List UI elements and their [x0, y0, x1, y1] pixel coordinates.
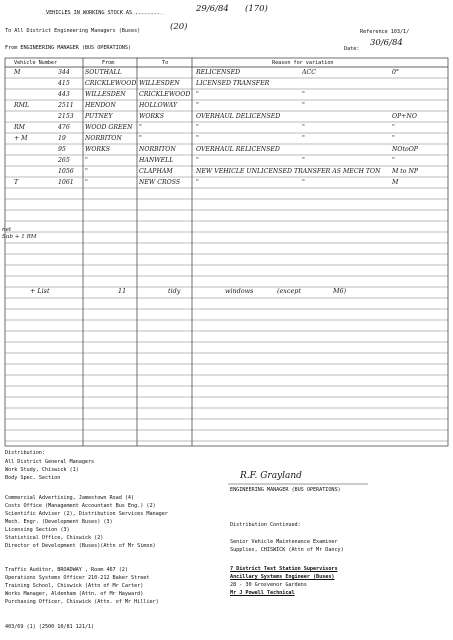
row-code: 0°	[392, 69, 400, 76]
row-reason: "	[196, 157, 199, 164]
row-code: "	[392, 157, 395, 164]
row-reason: "	[196, 102, 199, 109]
row-code: M	[392, 179, 399, 186]
distribution-item: Statistical Office, Chiswick (2)	[5, 535, 104, 541]
row-extra: "	[302, 91, 305, 98]
title-number: (170)	[245, 4, 268, 14]
row-vehicle-number: 1056	[58, 168, 74, 175]
row-from: CRICKLEWOOD	[85, 80, 137, 87]
distribution-item: Traffic Auditor, BROADWAY , Room 467 (2)	[5, 567, 128, 573]
distribution-item: Operations Systems Officer 210-212 Baker Street	[5, 575, 150, 581]
distribution-item: Commercial Advertising, Jamestown Road (4)	[5, 495, 135, 501]
row-to: NEW CROSS	[139, 179, 181, 186]
title-date: 29/6/84	[196, 4, 229, 14]
row-from: HENDON	[85, 102, 116, 109]
row-extra: "	[302, 135, 305, 142]
row-code: NOtoOP	[392, 146, 418, 153]
row-reason: "	[196, 135, 199, 142]
continued-item: Supplies, CHISWICK (Attn of Mr Dancy)	[230, 547, 344, 553]
row-to: HOLLOWAY	[139, 102, 178, 109]
row-vehicle-number: 1061	[58, 179, 74, 186]
row-code: "	[392, 135, 395, 142]
row-class-mark: RML	[14, 102, 30, 109]
distribution-item: All District General Managers	[5, 459, 95, 465]
row-vehicle-number: 95	[58, 146, 66, 153]
row-vehicle-number: 19	[58, 135, 66, 142]
row-reason: OVERHAUL RELICENSED	[196, 146, 280, 153]
note-word: M6)	[333, 287, 347, 295]
continued-underlined: 7 District Test Station Supervisors	[230, 566, 338, 572]
row-reason: NEW VEHICLE UNLICENSED TRANSFER AS MECH TON	[196, 168, 381, 175]
to-line: To All District Engineering Managers (Buses)	[5, 28, 141, 34]
row-to: WORKS	[139, 113, 164, 120]
margin-note-net: net	[2, 227, 12, 233]
row-from: WORKS	[85, 146, 110, 153]
row-from: "	[85, 168, 88, 175]
row-code: OP+NO	[392, 113, 417, 120]
distribution-item: Training School, Chiswick (Attn of Mr Carter)	[5, 583, 144, 589]
row-from: NORBITON	[85, 135, 122, 142]
row-extra: ACC	[302, 69, 316, 76]
row-vehicle-number: 265	[58, 157, 70, 164]
continued-item: Senior Vehicle Maintenance Examiner	[230, 539, 338, 545]
distribution-heading: Distribution:	[5, 450, 45, 456]
distribution-item: Works Manager, Aldenham (Attn. of Mr Hayward)	[5, 591, 144, 597]
distribution-item: Director of Development (Buses)(Attn of Mr Simon)	[5, 543, 156, 549]
margin-note-sub: Sub + 1 RM	[2, 234, 37, 240]
distribution-item: Costs Office (Management Accountant Bus Eng.) (2)	[5, 503, 156, 509]
row-vehicle-number: 415	[58, 80, 70, 87]
row-to: NORBITON	[139, 146, 176, 153]
to-number: (20)	[170, 22, 188, 32]
note-word: windows	[225, 287, 254, 295]
signature: R.F. Grayland	[240, 471, 302, 481]
row-to: WILLESDEN	[139, 80, 180, 87]
row-reason: "	[196, 91, 199, 98]
row-code: M to NP	[392, 168, 419, 175]
row-vehicle-number: 344	[58, 69, 70, 76]
row-from: "	[85, 157, 88, 164]
title-line: VEHICLES IN WORKING STOCK AS ........	[46, 10, 160, 16]
row-class-mark: M	[14, 69, 21, 76]
footer-code: 403/69 (1) (2500 10/81 121/1)	[5, 624, 95, 630]
distribution-item: Mech. Engr. (Development Buses) (3)	[5, 519, 113, 525]
col-header-reason: Reason for variation	[272, 60, 334, 66]
row-class-mark: T	[14, 179, 19, 186]
row-to: "	[139, 135, 142, 142]
note-word: + List	[30, 287, 50, 295]
row-reason: "	[196, 179, 199, 186]
row-extra: "	[302, 124, 305, 131]
row-to: CRICKLEWOOD	[139, 91, 191, 98]
distribution-item: Licensing Section (3)	[5, 527, 70, 533]
distribution-item: Scientific Adviser (2), Distribution Services Manager	[5, 511, 168, 517]
date-label: Date:	[344, 46, 360, 52]
powell-technical: Mr J Powell Technical	[230, 590, 295, 596]
col-header-vehicle: Vehicle Number	[14, 60, 58, 66]
address: 28 - 30 Grosvenor Gardens	[230, 582, 307, 588]
row-vehicle-number: 2511	[58, 102, 74, 109]
date-value: 30/6/84	[370, 38, 403, 48]
continued-heading: Distribution Continued:	[230, 522, 301, 528]
distribution-item: Work Study, Chiswick (1)	[5, 467, 79, 473]
row-from: PUTNEY	[85, 113, 113, 120]
row-to: HANWELL	[139, 157, 174, 164]
row-reason: LICENSED TRANSFER	[196, 80, 270, 87]
row-class-mark: RM	[14, 124, 25, 131]
row-from: WOOD GREEN	[85, 124, 133, 131]
distribution-item: Purchasing Officer, Chiswick (Attn. of Mr Hillier)	[5, 599, 159, 605]
row-to: "	[139, 124, 142, 131]
note-word: tidy	[168, 287, 181, 295]
distribution-item: Body Spec. Section	[5, 475, 61, 481]
row-vehicle-number: 2153	[58, 113, 74, 120]
row-from: WILLESDEN	[85, 91, 126, 98]
row-to: CLAPHAM	[139, 168, 173, 175]
row-extra: "	[302, 179, 305, 186]
reference: Reference 103/1/	[360, 29, 410, 35]
note-word: (except	[277, 287, 301, 295]
row-reason: OVERHAUL DELICENSED	[196, 113, 281, 120]
col-header-to: To	[162, 60, 169, 66]
row-vehicle-number: 476	[58, 124, 70, 131]
col-header-from: From	[102, 60, 115, 66]
continued-underlined: Ancillary Systems Engineer (Buses)	[230, 574, 335, 580]
row-reason: "	[196, 124, 199, 131]
note-word: 11	[118, 287, 127, 295]
row-from: SOUTHALL	[85, 69, 122, 76]
row-extra: "	[302, 157, 305, 164]
row-class-mark: + M	[14, 135, 28, 142]
from-line: From ENGINEERING MANAGER (BUS OPERATIONS)	[5, 45, 131, 51]
row-reason: RELICENSED	[196, 69, 241, 76]
row-code: "	[392, 124, 395, 131]
signature-title: ENGINEERING MANAGER (BUS OPERATIONS)	[230, 487, 341, 493]
row-vehicle-number: 443	[58, 91, 70, 98]
row-extra: "	[302, 102, 305, 109]
row-from: "	[85, 179, 88, 186]
